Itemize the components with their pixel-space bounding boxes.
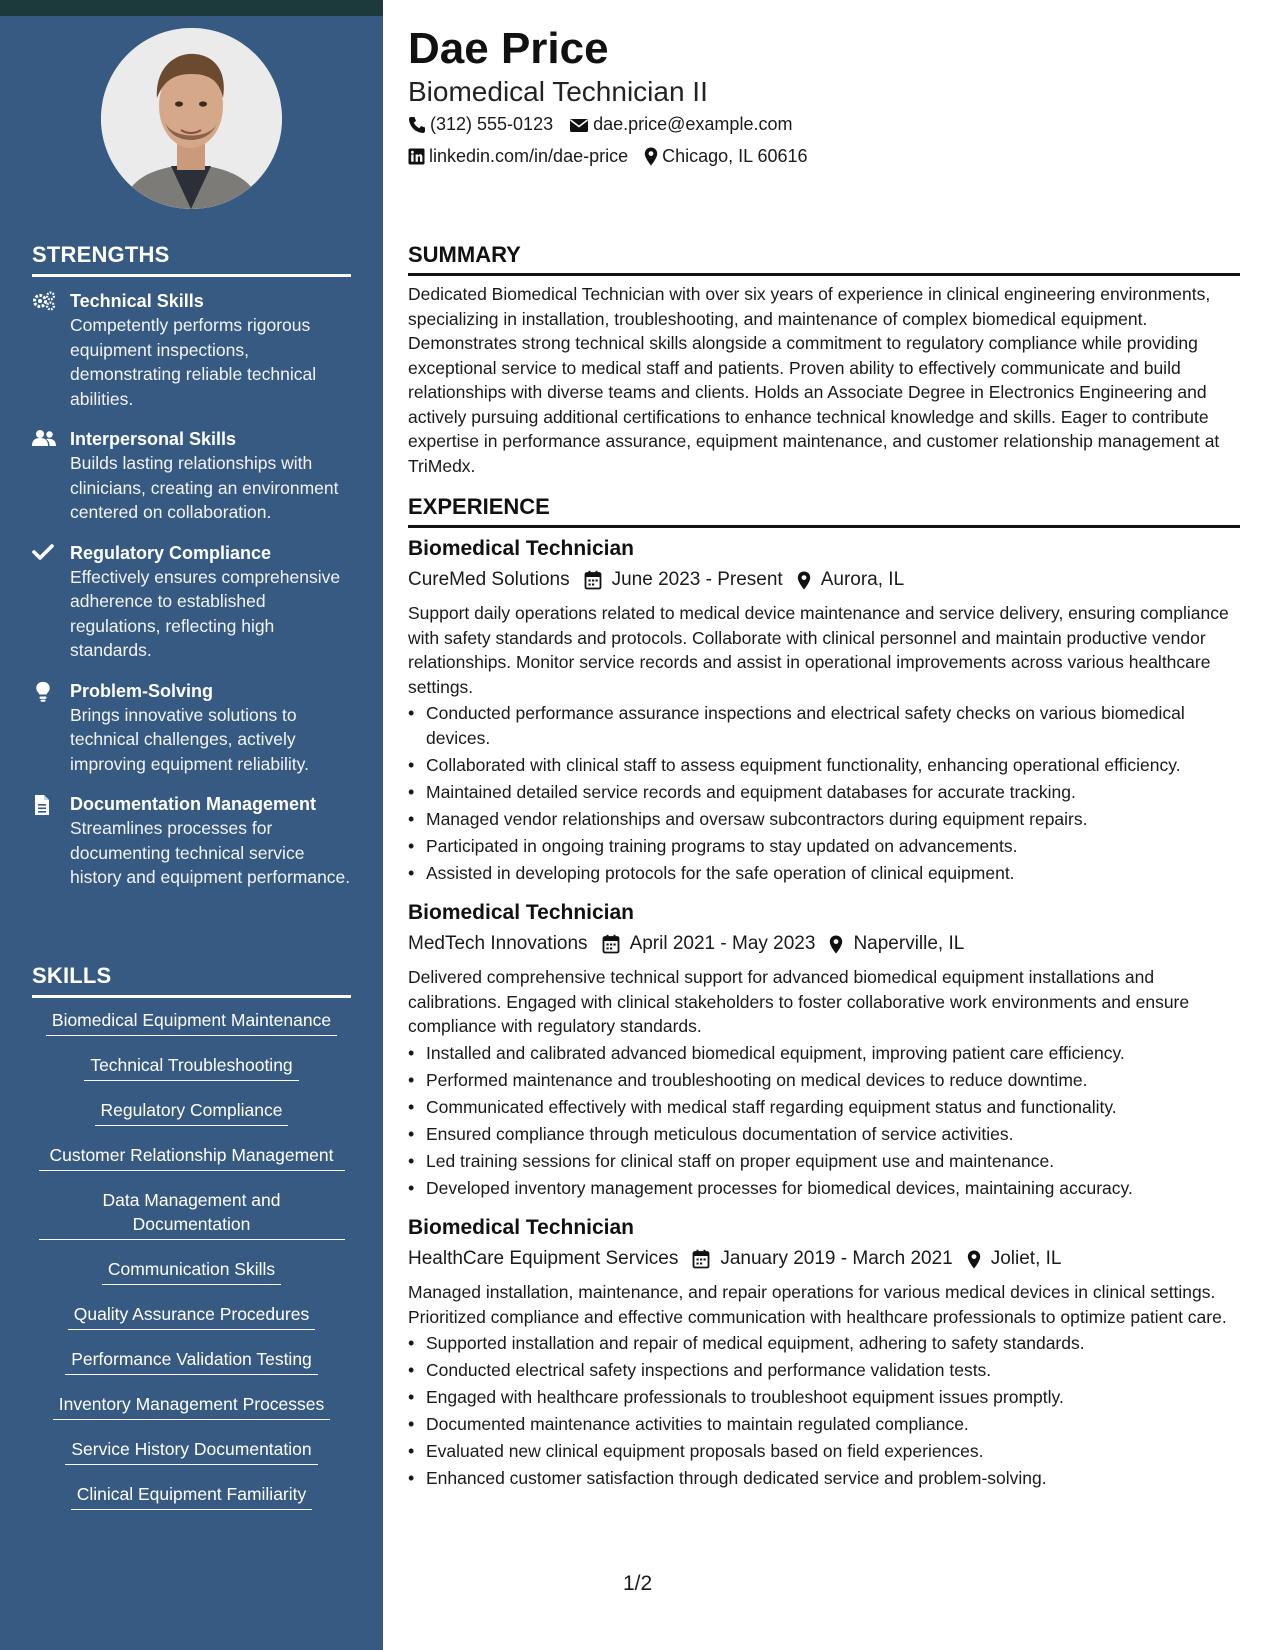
strength-item [32,289,352,411]
contact-row [408,146,824,167]
location-pin-icon [829,935,853,954]
phone-icon [408,116,430,134]
strength-description: Builds lasting relationships with clinicians, creating an environment centered on collaboration. [70,453,339,522]
strength-title: Interpersonal Skills [70,429,237,449]
job-location: Aurora, IL [820,569,905,590]
skill-item: Biomedical Equipment Maintenance [46,1008,337,1036]
job-bullets [408,701,1240,885]
envelope-icon [569,117,593,133]
calendar-icon [692,1249,720,1269]
job-entry [408,1214,1240,1491]
location-pin-icon [644,147,662,166]
job-bullets [408,1331,1240,1491]
email-contact[interactable] [569,114,792,135]
job-bullet: • Managed vendor relationships and oversaw subcontractors during equipment repairs. [408,807,1240,832]
skill-item: Data Management and Documentation [39,1188,345,1240]
company-name: MedTech Innovations [408,933,588,954]
job-entry [408,535,1240,885]
job-role: Biomedical Technician [408,537,635,560]
candidate-title: Biomedical Technician II [408,76,708,107]
strength-description: Brings innovative solutions to technical challenges, actively improving equipment reliability. [70,704,309,774]
strength-title: Documentation Management [70,794,317,814]
job-bullet: • Maintained detailed service records and equipment databases for accurate tracking. [408,780,1240,805]
job-bullet: • Installed and calibrated advanced biomedical equipment, improving patient care efficiency. [408,1041,1240,1066]
strengths-list [32,289,352,906]
skill-item: Quality Assurance Procedures [68,1302,315,1330]
strength-item [32,541,352,663]
location-pin-icon [797,571,821,590]
page-number: 1/2 [623,1572,653,1595]
job-meta [408,565,1240,595]
document-icon [32,792,70,890]
job-location-group [967,1244,1062,1274]
summary-text: Dedicated Biomedical Technician with over six years of experience in clinical engineering environments, specializing in installation, troubleshooting, and maintenance of complex biomedical equipment. Demonstrates strong technical skills alongside a commitment to regulatory compliance while providing exceptional service to medical staff and patients. Proven ability to effectively communicate and build relationships with diverse teams and clients. Holds an Associate Degree in Electronics Engineering and actively pursuing additional certifications to enhance technical knowledge and skills. Eager to contribute expertise in performance assurance, equipment maintenance, and customer relationship management at TriMedx. [408,284,1220,476]
strength-item [32,679,352,777]
gears-icon [32,289,70,411]
skill-item: Inventory Management Processes [53,1392,331,1420]
job-bullet: • Developed inventory management processes for biomedical devices, maintaining accuracy. [408,1176,1240,1201]
job-bullet: • Documented maintenance activities to maintain regulated compliance. [408,1412,1240,1437]
strength-description: Streamlines processes for documenting technical service history and equipment performance. [70,818,351,887]
job-location: Naperville, IL [853,933,965,954]
linkedin-contact[interactable] [408,146,628,167]
job-dates-group [584,565,783,595]
calendar-icon [584,570,612,590]
job-bullet: • Conducted performance assurance inspections and electrical safety checks on various biomedical devices. [408,701,1240,750]
job-bullet: • Ensured compliance through meticulous documentation of service activities. [408,1122,1240,1147]
job-bullet: • Engaged with healthcare professionals to troubleshoot equipment issues promptly. [408,1385,1240,1410]
skill-item: Clinical Equipment Familiarity [71,1482,313,1510]
skills-heading: SKILLS [32,963,351,998]
job-dates: January 2019 - March 2021 [720,1248,953,1269]
strength-title: Problem-Solving [70,680,214,701]
contact-row [408,114,808,135]
strengths-heading: STRENGTHS [32,242,351,277]
job-description: Support daily operations related to medical device maintenance and service delivery, ensuring compliance with safety standards and protocols. Collaborate with clinical personnel and maintain productive vendor relationships. Monitor service records and assist in operational improvements across various healthcare settings. [408,603,1229,697]
job-meta [408,1244,1240,1274]
skill-item: Service History Documentation [65,1437,317,1465]
job-bullet: • Communicated effectively with medical staff regarding equipment status and functionality. [408,1095,1240,1120]
skill-item: Performance Validation Testing [65,1347,318,1375]
job-dates: June 2023 - Present [611,569,783,590]
location-pin-icon [967,1250,991,1269]
strength-description: Competently performs rigorous equipment inspections, demonstrating reliable technical abilities. [70,315,317,409]
strength-description: Effectively ensures comprehensive adherence to established regulations, reflecting high standards. [70,566,341,660]
skills-list [32,1008,351,1527]
job-description: Delivered comprehensive technical support for advanced biomedical equipment installations and calibrations. Engaged with clinical stakeholders to foster collaborative work environments and ensure compliance with regulatory standards. [408,967,1190,1036]
strength-title: Technical Skills [70,291,204,311]
candidate-name: Dae Price [408,24,609,73]
location-contact [644,146,807,167]
job-dates: April 2021 - May 2023 [629,933,816,954]
check-icon [32,541,70,663]
job-bullet: • Participated in ongoing training programs to stay updated on advancements. [408,834,1240,859]
job-bullet: • Collaborated with clinical staff to assess equipment functionality, enhancing operational efficiency. [408,753,1240,778]
job-meta [408,929,1240,959]
linkedin-text: linkedin.com/in/dae-price [429,146,629,166]
skill-item: Technical Troubleshooting [84,1053,298,1081]
skill-item: Communication Skills [102,1257,281,1285]
job-role: Biomedical Technician [408,901,635,924]
job-bullet: • Supported installation and repair of medical equipment, adhering to safety standards. [408,1331,1240,1356]
strength-title: Regulatory Compliance [70,542,272,563]
job-bullet: • Assisted in developing protocols for the safe operation of clinical equipment. [408,861,1240,886]
calendar-icon [602,934,630,954]
company-name: HealthCare Equipment Services [408,1248,679,1269]
linkedin-icon [408,148,429,165]
job-location-group [829,929,964,959]
summary-heading: SUMMARY [408,242,1240,276]
skill-item: Customer Relationship Management [39,1143,345,1171]
strength-item [32,427,352,525]
strength-item [32,792,352,890]
company-name: CureMed Solutions [408,569,570,590]
job-bullet: • Evaluated new clinical equipment proposals based on field experiences. [408,1439,1240,1464]
sidebar-top-bar [0,0,383,16]
job-description: Managed installation, maintenance, and repair operations for various medical devices in clinical settings. Prioritized compliance and effective communication with healthcare professionals to optimize patient care. [408,1282,1227,1327]
job-entry [408,899,1240,1200]
experience-list [408,535,1240,1505]
skill-item: Regulatory Compliance [95,1098,289,1126]
job-bullet: • Enhanced customer satisfaction through dedicated service and problem-solving. [408,1466,1240,1491]
location-text: Chicago, IL 60616 [662,146,808,166]
experience-heading: EXPERIENCE [408,494,1240,528]
avatar [101,28,282,209]
users-icon [32,427,70,525]
lightbulb-icon [32,679,70,777]
job-role: Biomedical Technician [408,1216,635,1239]
job-bullet: • Conducted electrical safety inspections and performance validation tests. [408,1358,1240,1383]
job-bullet: • Led training sessions for clinical staff on proper equipment use and maintenance. [408,1149,1240,1174]
job-location: Joliet, IL [990,1248,1062,1269]
job-dates-group [602,929,816,959]
email-text: dae.price@example.com [593,114,793,134]
phone-contact[interactable] [408,114,553,135]
job-dates-group [692,1244,952,1274]
phone-text: (312) 555-0123 [430,114,554,134]
sidebar [0,0,383,1650]
job-location-group [797,565,904,595]
job-bullets [408,1041,1240,1201]
job-bullet: • Performed maintenance and troubleshooting on medical devices to reduce downtime. [408,1068,1240,1093]
